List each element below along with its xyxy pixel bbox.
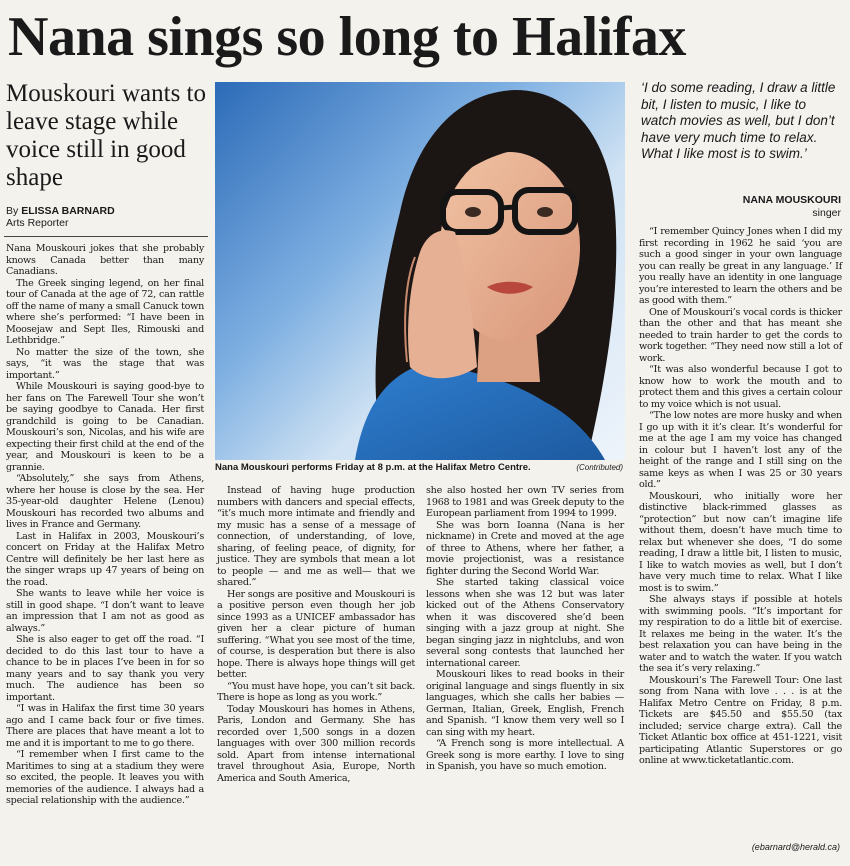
paragraph: One of Mouskouri’s vocal cords is thicker than the other and that has meant she needed to train harder to get the cords to work together. “They need now still a lot of work. bbox=[639, 306, 842, 364]
paragraph: “I remember when I first came to the Maritimes to sing at a stadium they were so excited, the people. It leaves you with memories of the audience. I always had a special relationship with the audience.” bbox=[6, 749, 204, 806]
paragraph: She wants to leave while her voice is still in good shape. “I don’t want to leave an impression that I am not as good as always.” bbox=[6, 588, 204, 634]
paragraph: “The low notes are more husky and when I go up with it it’s clear. It’s wonderful for me at the age I am my voice has changed in colour but I haven’t lost any of the height of the range and I still sing on the same keys as when I was 25 or 30 years old.” bbox=[639, 410, 842, 490]
paragraph: Mouskouri likes to read books in their original language and sings fluently in six languages, which she calls her babies — German, Italian, Greek, English, French and Spanish. “I know them very well so I can sing with my heart. bbox=[426, 669, 624, 738]
paragraph: Mouskouri’s The Farewell Tour: One last song from Nana with love . . . is at the Halifax Metro Centre on Friday, 8 p.m. Tickets are $45.50 and $55.50 (tax included; service charge extra). Call the Ticket Atlantic box office at 451-1221, visit participating Atlantic Superstores or go online at www.ticketatlantic.com. bbox=[639, 674, 842, 766]
paragraph: Instead of having huge production numbers with dancers and special effects, “it’s much more intimate and friendly and my music has a sense of a message of connection, of understanding, of love, sharing, of feeling peace, of dignity, for justice. They are symbols that mean a lot to people — and me as well— that we shared.” bbox=[217, 485, 415, 588]
caption-text: Nana Mouskouri performs Friday at 8 p.m. at the Halifax Metro Centre. bbox=[215, 462, 531, 473]
byline-role: Arts Reporter bbox=[6, 217, 69, 229]
paragraph: Nana Mouskouri jokes that she probably knows Canada better than many Canadians. bbox=[6, 243, 204, 277]
pull-quote-role: singer bbox=[812, 207, 841, 219]
pull-quote-name: NANA MOUSKOURI bbox=[742, 194, 841, 206]
photo-credit: (Contributed) bbox=[576, 463, 623, 472]
paragraph: The Greek singing legend, on her final tour of Canada at the age of 72, can rattle off the name of many a small Canuck town where she’s performed: “I have been in Moosejaw and Sept Iles, Rimouski and Lethbridge.” bbox=[6, 277, 204, 346]
paragraph: No matter the size of the town, she says, “it was the stage that was important.” bbox=[6, 346, 204, 381]
photo-nana-mouskouri bbox=[215, 82, 625, 460]
author-email: (ebarnard@herald.ca) bbox=[751, 842, 840, 852]
paragraph: She always stays if possible at hotels with swimming pools. “It’s important for my respiration to do a little bit of exercise. It relaxes me being in the water. It’s the best relaxation you can have being in the water and to watch the water. If you watch the sea it’s very relaxing.” bbox=[639, 594, 842, 674]
article-column-3 bbox=[426, 485, 624, 858]
paragraph: Today Mouskouri has homes in Athens, Paris, London and Germany. She has recorded over 1,500 songs in a dozen languages with over 300 million records sold. Apart from intense international travel throughout Asia, Europe, North America and South America, bbox=[217, 703, 415, 784]
article-column-1 bbox=[6, 243, 204, 858]
article-column-4 bbox=[639, 226, 842, 838]
paragraph: Her songs are positive and Mouskouri is a positive person even though her job since 1993 as a UNICEF ambassador has given her a clear picture of human suffering. “What you see most of the time, of course, is desperation but there is also hope. There is always hope things will get better. bbox=[217, 588, 415, 680]
paragraph: She started taking classical voice lessons when she was 12 but was later kicked out of the Athens Conservatory when it was discovered she’d been singing with a jazz group at night. She began singing jazz in nightclubs, and won several song contests that launched her international career. bbox=[426, 577, 624, 669]
byline bbox=[6, 205, 206, 229]
paragraph: “It was also wonderful because I got to know how to work the mouth and to protect them and this gives a certain colour to my voice which is not usual. bbox=[639, 364, 842, 410]
paragraph: “You must have hope, you can’t sit back. There is hope as long as you work.” bbox=[217, 680, 415, 703]
byline-prefix: By bbox=[6, 205, 19, 217]
paragraph: Mouskouri, who initially wore her distinctive black-rimmed glasses as “protection” but now can’t imagine life without them, doesn’t have much time to relax but whenever she does, “I do some reading, I draw a little bit, I listen to music, I like to watch movies as well, but I don’t have very much time to relax. What I like most is to swim.” bbox=[639, 490, 842, 594]
paragraph: Last in Halifax in 2003, Mouskouri’s concert on Friday at the Halifax Metro Centre will definitely be her last here as the singer wraps up 47 years of being on the road. bbox=[6, 530, 204, 588]
pull-quote: ‘I do some reading, I draw a little bit, I listen to music, I like to watch movies as well, but I don’t have very much time to relax. What I like most is to swim.’ bbox=[641, 80, 836, 161]
paragraph: She is also eager to get off the road. “I decided to do this last tour to have a chance to be in places I’ve been in for so many years and to say thank you very much. The audience has been so important. bbox=[6, 634, 204, 703]
byline-rule bbox=[4, 236, 208, 237]
deck-subheadline: Mouskouri wants to leave stage while voice still in good shape bbox=[6, 80, 206, 191]
photo-caption bbox=[215, 461, 625, 475]
byline-author: ELISSA BARNARD bbox=[21, 205, 115, 217]
paragraph: “I remember Quincy Jones when I did my first recording in 1962 he said ‘you are such a good singer in your own language you can really be great in any language.’ If you really have an identity in one language you’re interested to learn the others and be as good with them.” bbox=[639, 226, 842, 306]
headline: Nana sings so long to Halifax bbox=[8, 6, 686, 68]
paragraph: She was born Ioanna (Nana is her nickname) in Crete and moved at the age of three to Athens, where her father, a movie projectionist, was a resistance fighter during the Second World War. bbox=[426, 519, 624, 577]
paragraph: While Mouskouri is saying good-bye to her fans on The Farewell Tour she won’t be saying goodbye to Canada. Her first grandchild is going to be Canadian. Mouskouri’s son, Nicolas, and his wife are expecting their first child at the end of the year, and Mouskouri is keen to be a grannie. bbox=[6, 381, 204, 473]
paragraph: “I was in Halifax the first time 30 years ago and I came back four or five times. There are places that have meant a lot to me and it is important to me to go there. bbox=[6, 703, 204, 749]
paragraph: “A French song is more intellectual. A Greek song is more earthy. I love to sing in Spanish, you have so much emotion. bbox=[426, 738, 624, 772]
paragraph: she also hosted her own TV series from 1968 to 1981 and was Greek deputy to the European parliament from 1994 to 1999. bbox=[426, 485, 624, 519]
article-column-2 bbox=[217, 485, 415, 858]
paragraph: “Absolutely,” she says from Athens, where her house is close by the sea. Her 35-year-old daughter Helene (Lenou) Mouskouri has recorded two albums and lives in France and Germany. bbox=[6, 473, 204, 530]
portrait-illustration bbox=[215, 82, 625, 460]
